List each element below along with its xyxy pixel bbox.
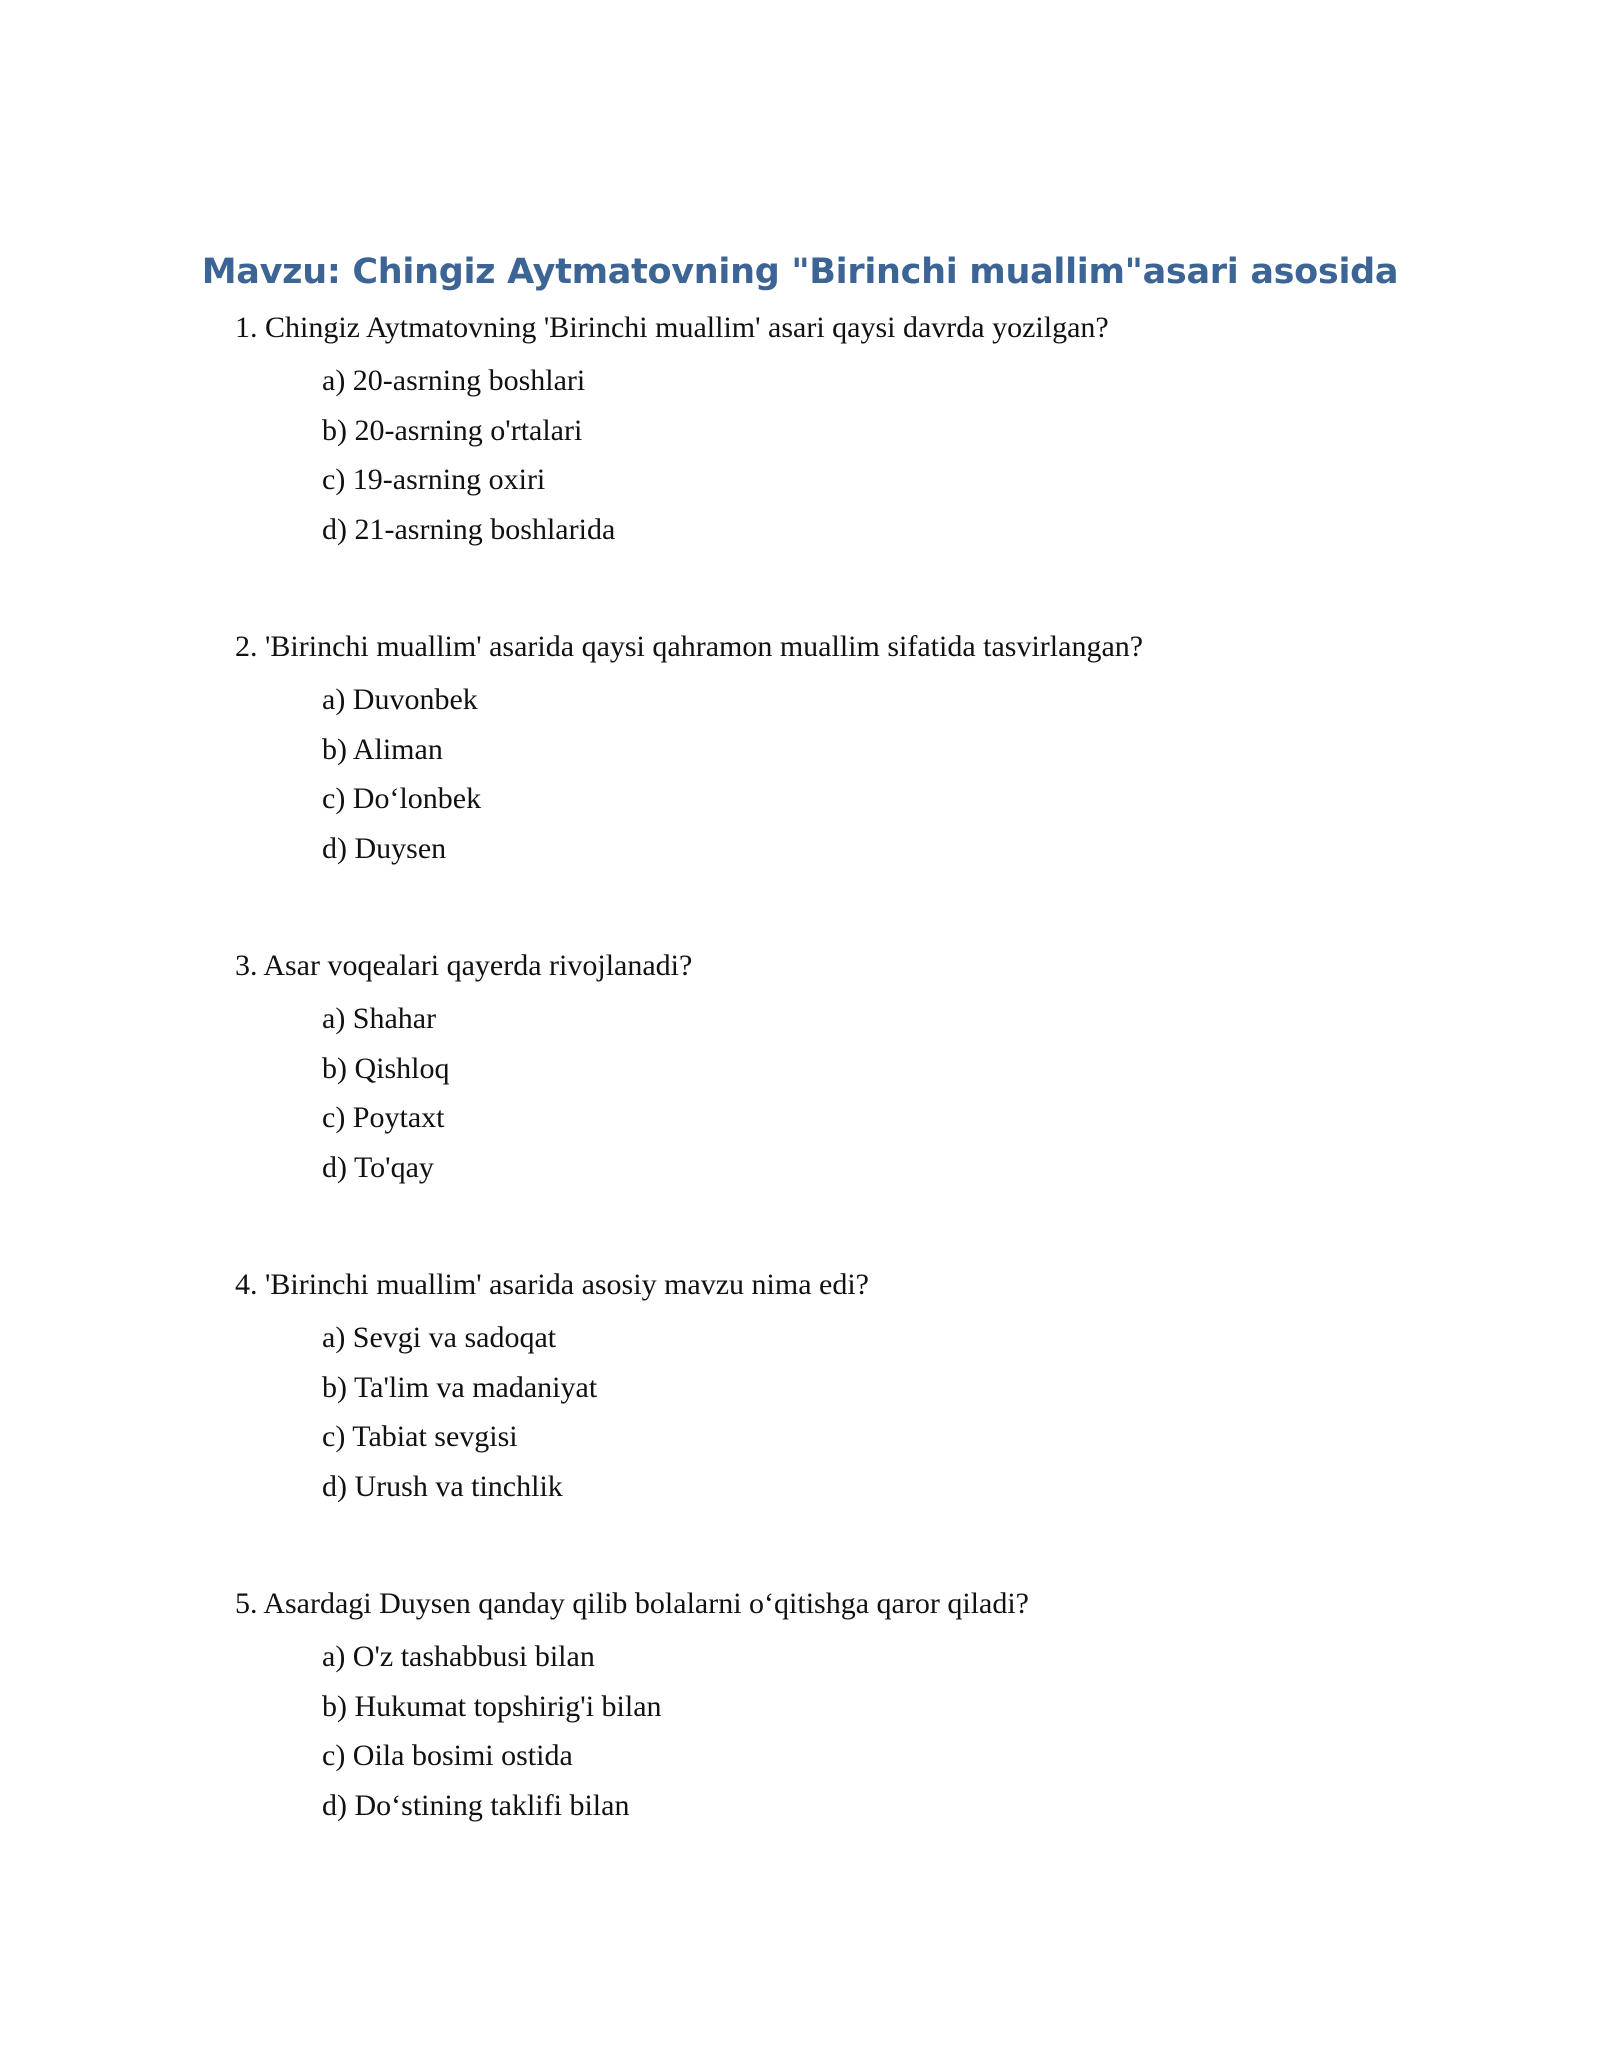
option-item: c) 19-asrning oxiri — [322, 463, 546, 496]
option-item: a) Shahar — [322, 1002, 437, 1035]
question-item — [235, 946, 1435, 1192]
option-item: d) Do‘stining taklifi bilan — [322, 1788, 630, 1822]
option-item: b) 20-asrning o'rtalari — [322, 413, 583, 447]
option-list — [322, 994, 1435, 1192]
question-item — [235, 1265, 1435, 1511]
page-title: Mavzu: Chingiz Aytmatovning "Birinchi muallim"asari asosida — [201, 252, 1399, 292]
option-item: c) Oila bosimi ostida — [322, 1739, 573, 1772]
option-item: d) 21-asrning boshlarida — [322, 512, 616, 546]
option-item: a) O'z tashabbusi bilan — [322, 1640, 595, 1673]
option-item: a) 20-asrning boshlari — [322, 364, 586, 397]
question-text: 4. 'Birinchi muallim' asarida asosiy mavzu nima edi? — [235, 1268, 869, 1301]
question-list — [235, 308, 1435, 1903]
option-item: a) Sevgi va sadoqat — [322, 1321, 557, 1354]
option-item: d) Duysen — [322, 831, 447, 865]
option-item: c) Do‘lonbek — [322, 782, 482, 815]
option-item: b) Hukumat topshirig'i bilan — [322, 1689, 662, 1723]
question-text: 1. Chingiz Aytmatovning 'Birinchi muallim' asari qaysi davrda yozilgan? — [235, 311, 1109, 344]
option-list — [322, 356, 1435, 554]
question-text: 5. Asardagi Duysen qanday qilib bolalarni o‘qitishga qaror qiladi? — [235, 1587, 1029, 1620]
option-item: d) Urush va tinchlik — [322, 1469, 563, 1503]
option-item: b) Ta'lim va madaniyat — [322, 1370, 598, 1404]
option-list — [322, 1632, 1435, 1830]
question-item — [235, 627, 1435, 873]
option-item: c) Tabiat sevgisi — [322, 1420, 518, 1453]
option-item: d) To'qay — [322, 1150, 434, 1184]
option-list — [322, 1313, 1435, 1511]
option-item: b) Aliman — [322, 732, 443, 766]
question-item — [235, 308, 1435, 554]
option-item: b) Qishloq — [322, 1051, 450, 1085]
option-item: a) Duvonbek — [322, 683, 478, 716]
question-text: 3. Asar voqealari qayerda rivojlanadi? — [235, 949, 693, 982]
option-list — [322, 675, 1435, 873]
option-item: c) Poytaxt — [322, 1101, 445, 1134]
question-item — [235, 1584, 1435, 1830]
question-text: 2. 'Birinchi muallim' asarida qaysi qahramon muallim sifatida tasvirlangan? — [235, 630, 1144, 663]
